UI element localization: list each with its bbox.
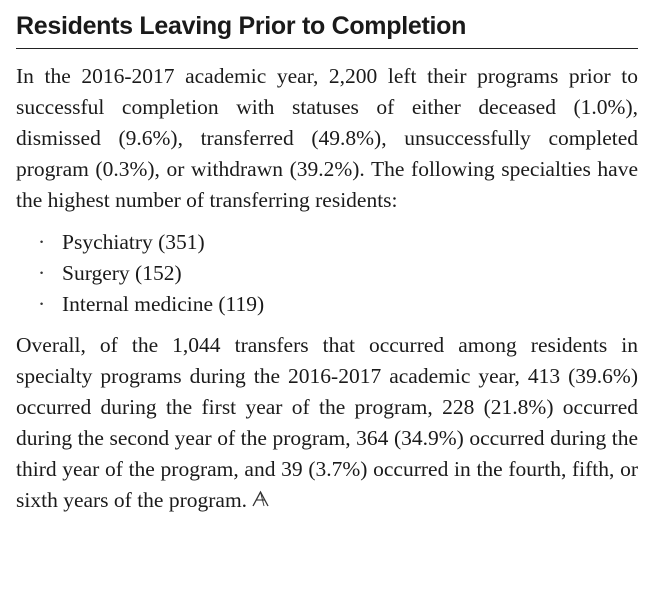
bullet-dot: · — [38, 261, 46, 285]
specialty-list — [16, 227, 638, 320]
section-title: Residents Leaving Prior to Completion — [16, 12, 467, 40]
bullet-dot: · — [38, 230, 46, 254]
summary-paragraph — [16, 330, 638, 517]
specialty-label: Psychiatry (351) — [62, 230, 205, 254]
list-item — [16, 258, 638, 289]
list-item — [16, 289, 638, 320]
specialty-label: Internal medicine (119) — [62, 292, 265, 316]
document-page — [16, 10, 638, 517]
intro-paragraph: In the 2016-2017 academic year, 2,200 left their programs prior to successful completion with statuses of either deceased (1.0%), dismissed (9.6%), transferred (49.8%), unsuccessfully completed program (0.3%), or withdrawn (39.2%). The following specialties have the highest number of transferring residents: — [16, 64, 638, 212]
end-of-article-icon — [251, 486, 271, 517]
bullet-dot: · — [38, 292, 46, 316]
list-item — [16, 227, 638, 258]
title-divider — [16, 48, 638, 49]
specialty-label: Surgery (152) — [62, 261, 182, 285]
summary-text: Overall, of the 1,044 transfers that occurred among residents in specialty programs during the 2016-2017 academic year, 413 (39.6%) occurred during the first year of the program, 228 (21.8%) occurred during the second year of the program, 364 (34.9%) occurred during the third year of the program, and 39 (3.7%) occurred in the fourth, fifth, or sixth years of the program. — [16, 333, 638, 512]
